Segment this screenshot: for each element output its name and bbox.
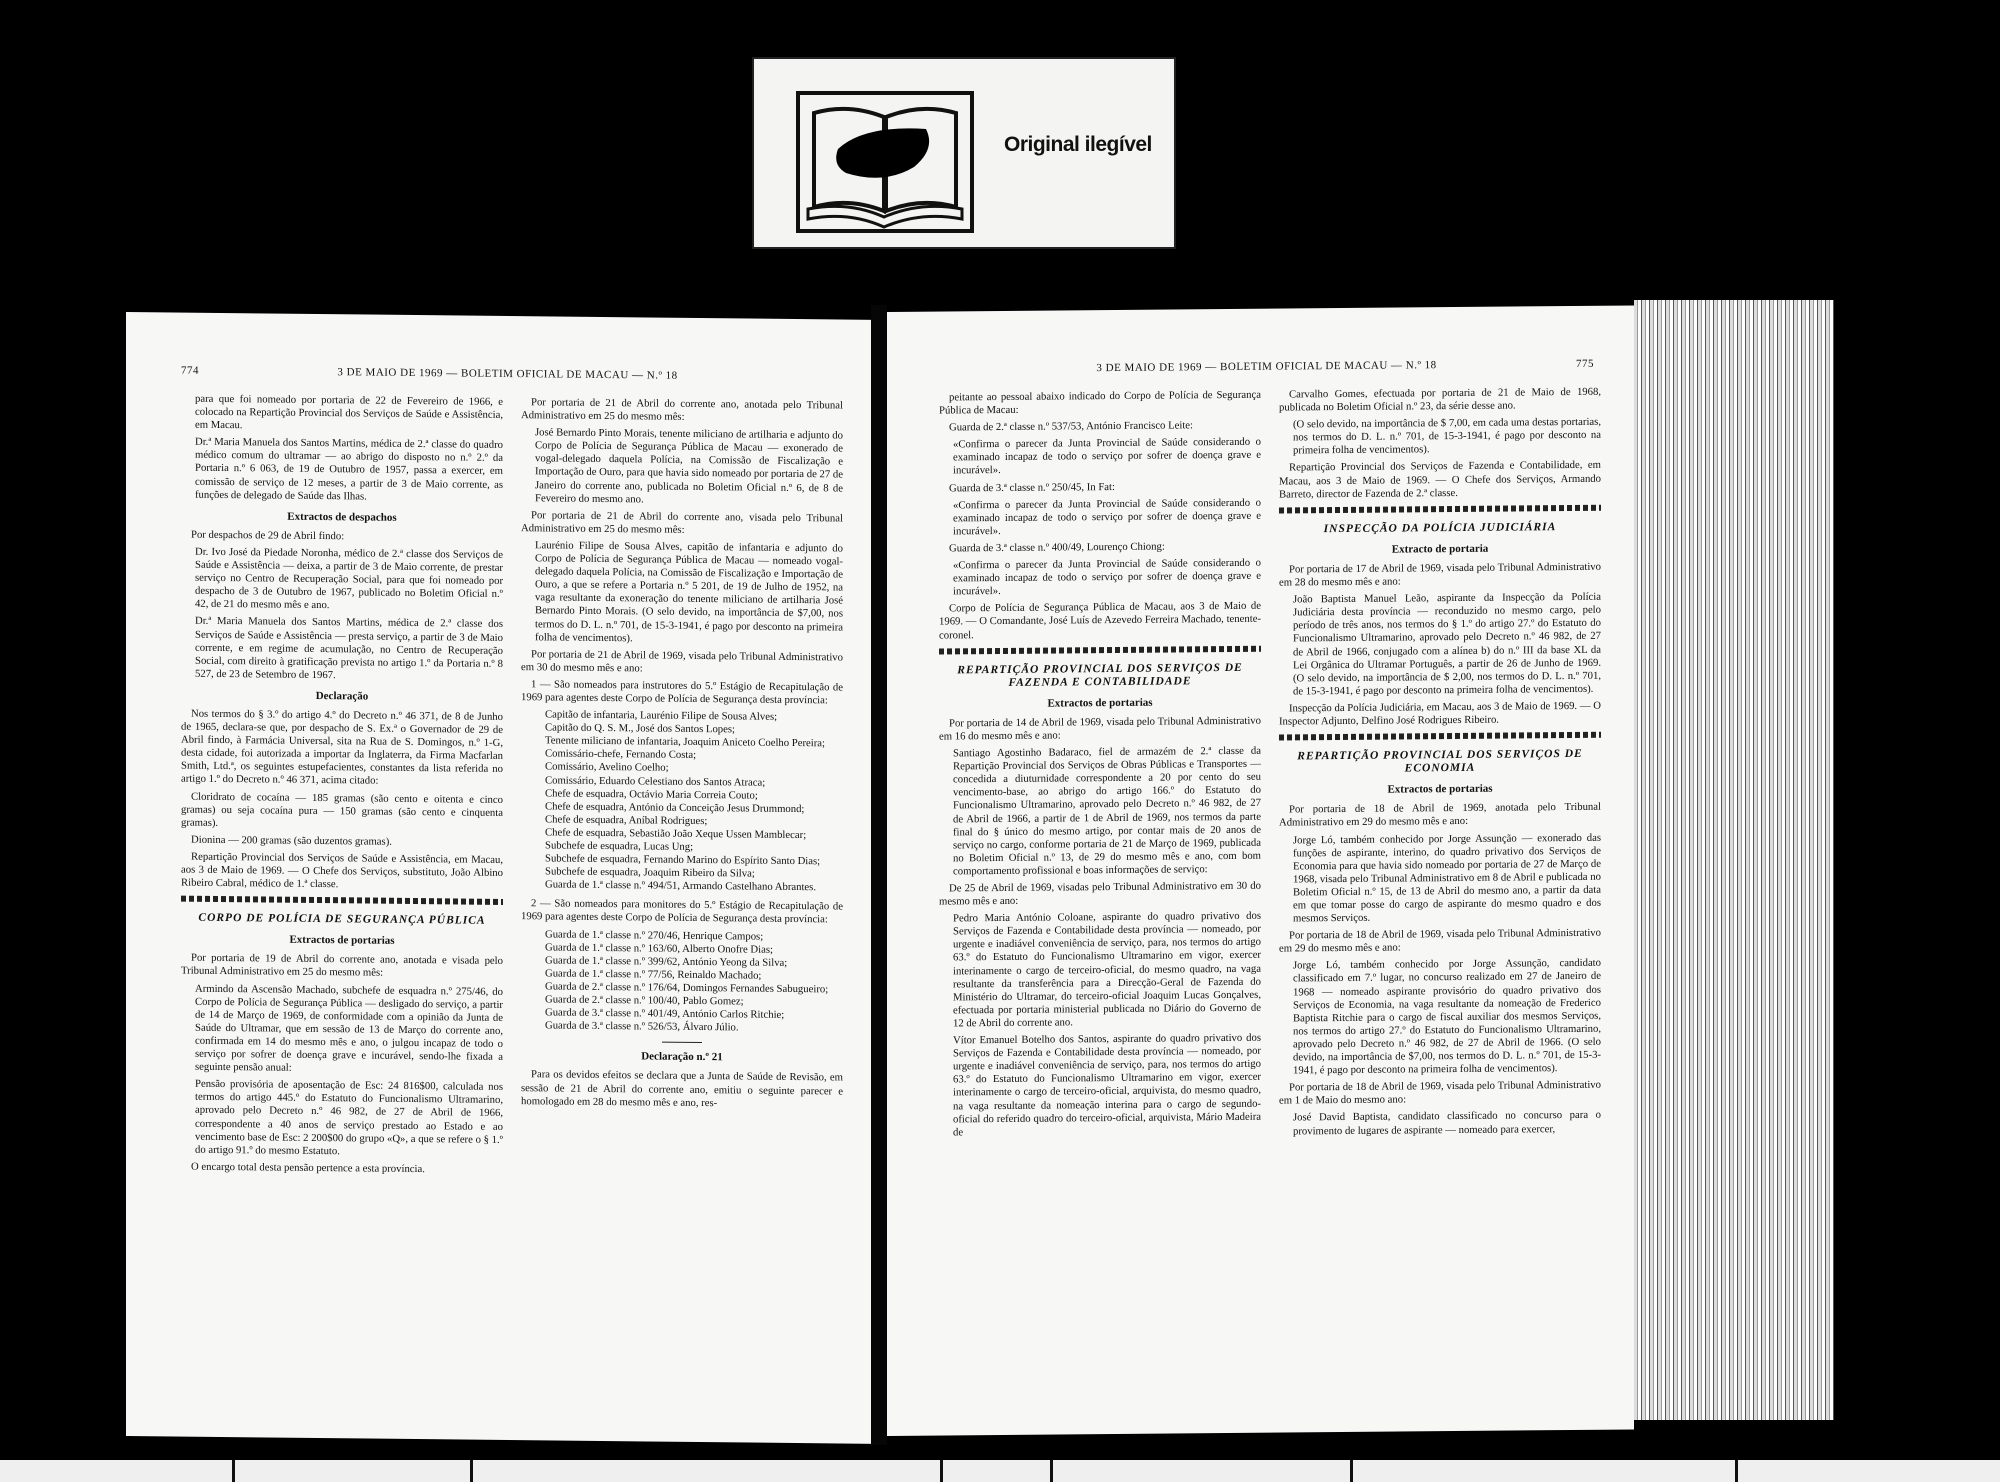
page-header: [181, 365, 834, 384]
paragraph: Repartição Provincial dos Serviços de Fazenda e Contabilidade, em Macau, aos 3 de Maio de 1969. — O Chefe dos Serviços, Armando Barreto, director de Fazenda de 2.ª classe.: [1279, 459, 1601, 501]
paragraph: Dr.ª Maria Manuela dos Santos Martins, médica de 2.ª classe dos Serviços de Saúde e Assistência — presta serviço, a partir de 3 de Maio corrente, e em regime de acumulação, no Centro de Recuperação Social, com direito à gratificação prevista no artigo 1.º da Portaria n.º 8 527, de 23 de Setembro de 1967.: [195, 615, 503, 681]
paragraph: Dr.ª Maria Manuela dos Santos Martins, médica de 2.ª classe do quadro médico comum do ultramar — ao abrigo do disposto no n.º 2.º da Portaria n.º 6 063, de 19 de Outubro de 1957, passa a exercer, em comissão de serviço de 12 meses, a partir de 3 de Maio corrente, as funções de delegado de Saúde das Ilhas.: [195, 436, 503, 503]
paragraph: Jorge Ló, também conhecido por Jorge Assunção, candidato classificado em 7.º lugar, no concurso realizado em 27 de Janeiro de 1968 — nomeado aspirante provisório do quadro privativo dos Serviços de Economia, na vaga resultante da nomeação de Frederico Baptista Ritchie para o cargo de fiscal auxiliar dos mesmos Serviços, nos termos do artigo 27.º do Estatuto do Funcionalismo Ultramarino, aprovado pelo Decreto n.º 46 982, de 27 de Abril de 1966. (O selo devido, na importância de $7,00, nos termos do D. L. n.º 701, de 15-3-1941, é pago por desconto na primeira folha de vencimentos).: [1293, 957, 1601, 1077]
department-heading: REPARTIÇÃO PROVINCIAL DOS SERVIÇOS DE FAZENDA E CONTABILIDADE: [957, 661, 1243, 689]
list-item: Guarda de 2.ª classe n.º 100/40, Pablo Gomez;: [545, 993, 744, 1008]
page-number: 775: [1576, 357, 1594, 370]
illegible-notice-label: Original ilegível: [1004, 133, 1152, 156]
running-head: 3 DE MAIO DE 1969 — BOLETIM OFICIAL DE MACAU — N.º 18: [337, 366, 678, 382]
list-item: Chefe de esquadra, Aníbal Rodrigues;: [545, 813, 708, 827]
open-book-icon: [794, 89, 976, 235]
section-heading: Extractos de portarias: [1047, 696, 1153, 710]
section-divider: [939, 645, 1261, 654]
paragraph: 2 — São nomeados para monitores do 5.º Estágio de Recapitulação de 1969 para agentes deste Corpo de Polícia de Segurança desta província:: [521, 897, 843, 926]
paragraph: para que foi nomeado por portaria de 22 de Fevereiro de 1966, e colocado na Repartição Provincial dos Serviços de Saúde e Assistência, em Macau.: [195, 392, 503, 432]
column-2: [1279, 386, 1601, 1142]
running-head: 3 DE MAIO DE 1969 — BOLETIM OFICIAL DE MACAU — N.º 18: [1096, 359, 1437, 375]
paragraph: Cloridrato de cocaína — 185 gramas (são cento e oitenta e cinco gramas) ou seja cocaína pura — 150 gramas (são cento e cinquenta gramas).: [181, 790, 503, 829]
department-heading: REPARTIÇÃO PROVINCIAL DOS SERVIÇOS DE ECONOMIA: [1297, 747, 1583, 775]
paragraph: Armindo da Ascensão Machado, subchefe de esquadra n.º 275/46, do Corpo de Polícia de Segurança Pública — desligado do serviço, a partir de 14 de Março de 1969, de conformidade com a opinião da Junta de Saúde do Ultramar, que em sessão de 13 de Março do corrente ano, confirmada em 14 do mesmo mês e ano, o julgou incapaz de todo o serviço por sofrer de doença grave e incurável, sendo-lhe fixada a seguinte pensão anual:: [195, 982, 503, 1074]
list-item: Comissário-chefe, Fernando Costa;: [545, 747, 697, 762]
section-heading: Declaração n.º 21: [641, 1050, 723, 1064]
book-spine: [871, 305, 887, 1445]
paragraph: «Confirma o parecer da Junta Provincial de Saúde considerando o examinado incapaz de todo o serviço por sofrer de doença grave e incurável».: [953, 496, 1261, 538]
paragraph: Jorge Ló, também conhecido por Jorge Assunção — exonerado das funções de aspirante, interino, do quadro privativo dos Serviços de Economia para que havia sido nomeado por portaria de 27 de Março de 1968, visada pelo Tribunal Administrativo em 8 de Abril e publicada no Boletim Oficial n.º 15, de 13 de Abril do mesmo ano, a partir da data em que tomar posse do cargo de aspirante do mesmo quadro e dos mesmos Serviços.: [1293, 831, 1601, 925]
paragraph: Por portaria de 21 de Abril de 1969, visada pelo Tribunal Administrativo em 30 do mesmo mês e ano:: [521, 647, 843, 675]
list-item: Guarda de 1.ª classe n.º 77/56, Reinaldo Machado;: [545, 967, 762, 982]
paragraph: Santiago Agostinho Badaraco, fiel de armazém de 2.ª classe da Repartição Provincial dos Serviços de Obras Públicas e Transportes — concedida a diuturnidade correspondente a 20 por cento do seu vencimento-base, ao abrigo do artigo 166.º do Estatuto do Funcionalismo Ultramarino, aprovado pelo Decreto n.º 46 982, de 27 de Abril de 1966, a partir de 1 de Abril de 1969, nos termos da parte final do § único do mesmo artigo, por contar mais de 20 anos de serviço no cargo, conforme portaria de 21 de Março de 1969, publicada no Boletim Oficial n.º 13, de 29 do mesmo mês e ano, com bom comportamento profissional e boas informações de serviço:: [953, 744, 1261, 878]
list-item: Subchefe de esquadra, Joaquim Ribeiro da Silva;: [545, 865, 755, 880]
list-item: Subchefe de esquadra, Lucas Ung;: [545, 839, 694, 853]
next-page-strip: [0, 1460, 2000, 1482]
section-heading: Extracto de portaria: [1391, 542, 1489, 556]
paragraph: Guarda de 3.ª classe n.º 250/45, In Fat:: [949, 480, 1115, 494]
column-1: [181, 393, 503, 1181]
list-item: Guarda de 3.ª classe n.º 526/53, Álvaro Júlio.: [545, 1019, 739, 1034]
illegible-notice-card: [752, 57, 1176, 249]
column-1: [939, 389, 1261, 1144]
section-divider: [1279, 732, 1601, 741]
paragraph: Carvalho Gomes, efectuada por portaria de 21 de Maio de 1968, publicada no Boletim Oficial n.º 23, da série desse ano.: [1279, 385, 1601, 414]
paragraph: José Bernardo Pinto Morais, tenente miliciano de artilharia e adjunto do Corpo de Polícia de Segurança Pública de Macau — exonerado de vogal-delegado daquela Polícia, na Comissão de Fiscalização e Importação de Ouro, para que havia sido nomeado por portaria de 27 de Janeiro do corrente ano, publicada no Boletim Oficial n.º 6, de 8 de Fevereiro do mesmo ano.: [535, 426, 843, 506]
book-page-edges: [1634, 300, 1834, 1420]
list-item: Comissário, Eduardo Celestiano dos Santos Atraca;: [545, 773, 766, 789]
paragraph: Por portaria de 21 de Abril do corrente ano, visada pelo Tribunal Administrativo em 25 do mesmo mês:: [521, 508, 843, 536]
list-item: Guarda de 1.ª classe n.º 494/51, Armando Castelhano Abrantes.: [545, 878, 817, 894]
list-item: Comissário, Avelino Coelho;: [545, 760, 669, 775]
section-divider: [1279, 504, 1601, 513]
paragraph: Guarda de 2.ª classe n.º 537/53, António Francisco Leite:: [949, 419, 1194, 434]
department-heading: INSPECÇÃO DA POLÍCIA JUDICIÁRIA: [1323, 520, 1557, 535]
instructor-list: [521, 708, 843, 895]
paragraph: Por portaria de 18 de Abril de 1969, visada pelo Tribunal Administrativo em 29 do mesmo mês e ano:: [1279, 926, 1601, 955]
list-item: Chefe de esquadra, Octávio Maria Correia Couto;: [545, 787, 758, 802]
paragraph: Para os devidos efeitos se declara que a Junta de Saúde de Revisão, em sessão de 21 de Abril do corrente ano, emitiu o seguinte parecer e homologado em 28 do mesmo mês e ano, res-: [521, 1068, 843, 1109]
paragraph: Dr. Ivo José da Piedade Noronha, médico de 2.ª classe dos Serviços de Saúde e Assistência — deixa, a partir de 3 de Maio corrente, de prestar serviço no Centro de Recuperação Social, para que foi nomeado por despacho de 3 de Outubro de 1967, publicado no Boletim Oficial n.º 42, de 21 do mesmo mês e ano.: [195, 545, 503, 612]
paragraph: Por portaria de 18 de Abril de 1969, visada pelo Tribunal Administrativo em 1 de Maio do mesmo ano:: [1279, 1078, 1601, 1107]
paragraph: João Baptista Manuel Leão, aspirante da Inspecção da Polícia Judiciária desta província — reconduzido no mesmo cargo, pelo período de três anos, nos termos do § 1.º do artigo 27.º do Estatuto do Funcionalismo Ultramarino, aprovado pelo Decreto n.º 46 982, de 27 de Abril de 1966, conjugado com a alínea b) do n.º III da base XL da Lei Orgânica do Ultramar Português, a partir de 26 de Junho de 1969. (O selo devido, na importância de $ 2,00, nos termos do D. L. n.º 701, de 15-3-1941, é pago por desconto na primeira folha de vencimentos).: [1293, 590, 1601, 698]
paragraph: Por despachos de 29 de Abril findo:: [191, 528, 345, 543]
list-item: Tenente miliciano de infantaria, Joaquim Aniceto Coelho Pereira;: [545, 734, 826, 750]
paragraph: Dionina — 200 gramas (são duzentos gramas).: [191, 833, 392, 848]
paragraph: 1 — São nomeados para instrutores do 5.º Estágio de Recapitulação de 1969 para agentes deste Corpo de Polícia de Segurança desta província:: [521, 678, 843, 707]
list-item: Capitão de infantaria, Laurénio Filipe de Sousa Alves;: [545, 708, 778, 723]
paragraph: Corpo de Polícia de Segurança Pública de Macau, aos 3 de Maio de 1969. — O Comandante, José Luís de Azevedo Ferreira Machado, tenente-coronel.: [939, 600, 1261, 642]
paragraph: Pensão provisória de aposentação de Esc: 24 816$00, calculada nos termos do artigo 445.º do Estatuto do Funcionalismo Ultramarino, aprovado pelo Decreto n.º 46 982, de 27 de Abril de 1966, correspondente a 40 anos de serviço prestado ao Estado e ao vencimento base de Esc: 2 200$00 do grupo «Q», a que se refere o § 1.º do artigo 91.º do mesmo Estatuto.: [195, 1077, 503, 1157]
paragraph: Por portaria de 19 de Abril do corrente ano, anotada e visada pelo Tribunal Administrativo em 25 do mesmo mês:: [181, 952, 503, 980]
column-2: [521, 396, 843, 1115]
list-item: Subchefe de esquadra, Fernando Marino do Espírito Santo Dias;: [545, 852, 821, 868]
paragraph: De 25 de Abril de 1969, visadas pelo Tribunal Administrativo em 30 do mesmo mês e ano:: [939, 879, 1261, 908]
monitor-list: [521, 928, 843, 1036]
paragraph: Inspecção da Polícia Judiciária, em Macau, aos 3 de Maio de 1969. — O Inspector Adjunto, Delfino José Rodrigues Ribeiro.: [1279, 699, 1601, 728]
paragraph: Por portaria de 17 de Abril de 1969, visada pelo Tribunal Administrativo em 28 do mesmo mês e ano:: [1279, 560, 1601, 589]
paragraph: Guarda de 3.ª classe n.º 400/49, Lourenço Chiong:: [949, 540, 1165, 555]
paragraph: peitante ao pessoal abaixo indicado do Corpo de Polícia de Segurança Pública de Macau:: [939, 388, 1261, 417]
section-heading: Extractos de despachos: [287, 510, 397, 524]
paragraph: O encargo total desta pensão pertence a esta província.: [191, 1160, 425, 1175]
page-header: [939, 358, 1594, 376]
paragraph: (O selo devido, na importância de $ 7,00, em cada uma destas portarias, nos termos do D. L. n.º 701, de 15-3-1941, é pago por desconto na primeira folha de vencimentos).: [1293, 415, 1601, 457]
paragraph: Vítor Emanuel Botelho dos Santos, aspirante do quadro privativo dos Serviços de Fazenda e Contabilidade desta província — nomeado, por urgente e inadiável conveniência de serviço, para, nos termos do artigo 63.º do Estatuto do Funcionalismo Ultramarino em vigor, exercer interinamente o cargo de terceiro-oficial, arquivista, do mesmo quadro, na vaga resultante da nomeação interina para o cargo de segundo-oficial do referido quadro do terceiro-oficial, arquivista, Mário Madeira de: [953, 1031, 1261, 1139]
paragraph: «Confirma o parecer da Junta Provincial de Saúde considerando o examinado incapaz de todo o serviço por sofrer de doença grave e incurável».: [953, 435, 1261, 477]
section-heading: Extractos de portarias: [1387, 782, 1493, 796]
list-item: Capitão do Q. S. M., José dos Santos Lopes;: [545, 721, 736, 736]
paragraph: Pedro Maria António Coloane, aspirante do quadro privativo dos Serviços de Fazenda e Contabilidade desta província — nomeado, por urgente e inadiável conveniência de serviço, para, nos termos do artigo 63.º do Estatuto do Funcionalismo Ultramarino em vigor, exercer interinamente o cargo de terceiro-oficial, do mesmo quadro, na vaga resultante da transferência para a Direcção-Geral de Fazenda do Ministério do Ultramar, do terceiro-oficial Joaquim Lucas Gonçalves, efectuada por portaria ministerial publicada no Diário do Governo de 12 de Abril do corrente ano.: [953, 909, 1261, 1030]
paragraph: Por portaria de 14 de Abril de 1969, visada pelo Tribunal Administrativo em 16 do mesmo mês e ano:: [939, 714, 1261, 743]
section-heading: Declaração: [315, 689, 369, 703]
divider: [662, 1042, 702, 1043]
list-item: Guarda de 1.ª classe n.º 399/62, António Yeong da Silva;: [545, 954, 788, 969]
paragraph: Por portaria de 21 de Abril do corrente ano, anotada pelo Tribunal Administrativo em 25 do mesmo mês:: [521, 396, 843, 423]
department-heading: CORPO DE POLÍCIA DE SEGURANÇA PÚBLICA: [198, 911, 486, 927]
list-item: Guarda de 2.ª classe n.º 176/64, Domingos Fernandes Sabugueiro;: [545, 980, 829, 996]
list-item: Guarda de 1.ª classe n.º 270/46, Henrique Campos;: [545, 927, 764, 943]
paragraph: Nos termos do § 3.º do artigo 4.º do Decreto n.º 46 371, de 8 de Junho de 1965, declara-se que, por despacho de S. Ex.ª o Governador de 29 de Abril findo, à Farmácia Universal, sita na Rua de S. Domingos, n.º 1-G, desta cidade, foi autorizada a importar da Inglaterra, da Firma Macfarlan Smith, Ltd.ª, os seguintes estupefacientes, constantes da lista referida no artigo 1.º do Decreto n.º 46 371, acima citado:: [181, 707, 503, 788]
section-heading: Extractos de portarias: [289, 933, 395, 948]
list-item: Guarda de 1.ª classe n.º 163/60, Alberto Onofre Dias;: [545, 941, 773, 956]
paragraph: Por portaria de 18 de Abril de 1969, anotada pelo Tribunal Administrativo em 29 do mesmo mês e ano:: [1279, 801, 1601, 829]
left-page: [126, 312, 874, 1444]
section-divider: [181, 896, 503, 905]
page-number: 774: [181, 364, 199, 377]
paragraph: «Confirma o parecer da Junta Provincial de Saúde considerando o examinado incapaz de todo o serviço por sofrer de doença grave e incurável».: [953, 556, 1261, 598]
paragraph: Laurénio Filipe de Sousa Alves, capitão de infantaria e adjunto do Corpo de Polícia de Segurança Pública de Macau — nomeado vogal-delegado daquela Polícia, na Comissão de Fiscalização e Importação de Ouro, a que se refere a Portaria n.º 5 201, de 19 de Julho de 1952, na vaga resultante da exoneração do tenente miliciano de artilharia José Bernardo Pinto Morais. (O selo devido, na importância de $7,00, nos termos do D. L. n.º 701, de 15-3-1941, é pago por desconto na primeira folha de vencimentos).: [535, 539, 843, 644]
paragraph: José David Baptista, candidato classificado no concurso para o provimento de lugares de aspirante — nomeado para exercer,: [1293, 1109, 1601, 1137]
paragraph: Repartição Provincial dos Serviços de Saúde e Assistência, em Macau, aos 3 de Maio de 1969. — O Chefe dos Serviços, substituto, João Albino Ribeiro Cabral, médico de 1.ª classe.: [181, 850, 503, 891]
list-item: Guarda de 3.ª classe n.º 401/49, António Carlos Ritchie;: [545, 1006, 785, 1022]
list-item: Chefe de esquadra, Sebastião João Xeque Ussen Mamblecar;: [545, 826, 807, 842]
list-item: Chefe de esquadra, António da Conceição Jesus Drummond;: [545, 800, 805, 815]
right-page: [884, 305, 1634, 1436]
